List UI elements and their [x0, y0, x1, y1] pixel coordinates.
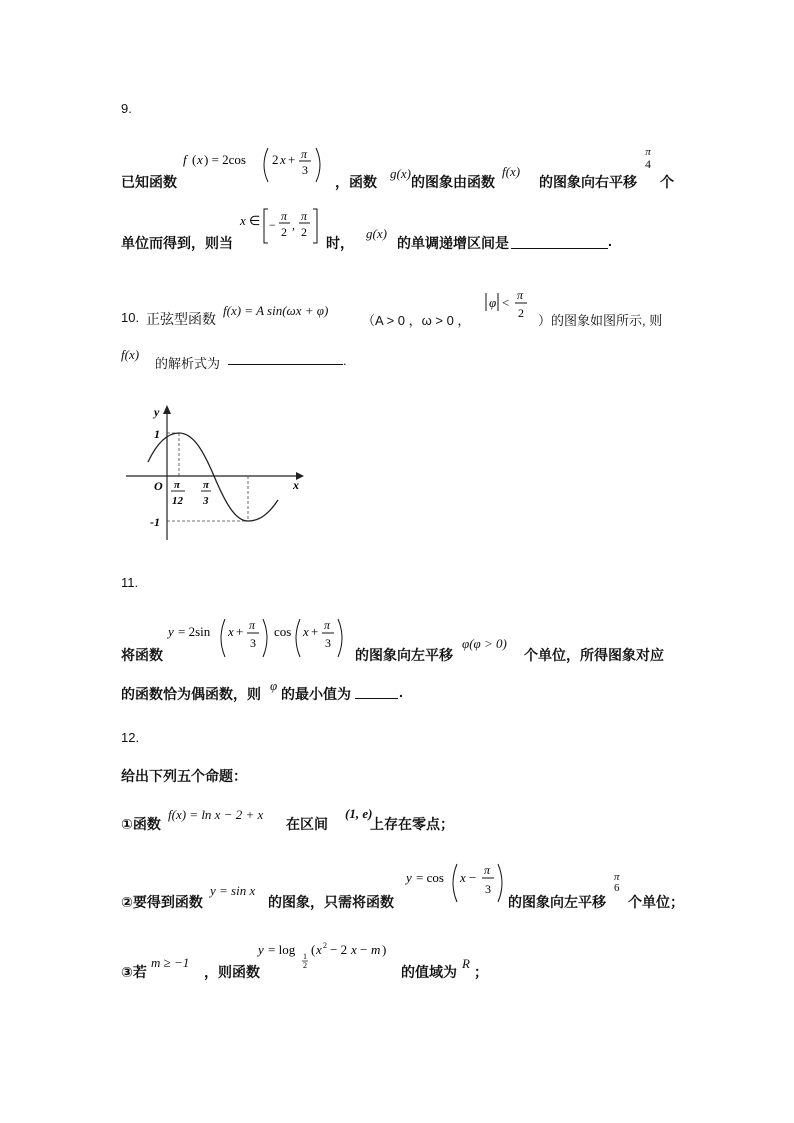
q12-p2-text-e: 个单位；: [628, 894, 684, 910]
q12-p3-formula-log: [256, 936, 400, 972]
svg-text:−: −: [469, 870, 477, 885]
q12-p2-text-a: ②要得到函数: [121, 894, 203, 910]
svg-text:(: (: [192, 152, 197, 167]
q9-line2-text-b: 时，: [326, 235, 354, 251]
svg-text:x: x: [316, 942, 322, 957]
x-tick-pi12-den: 12: [172, 495, 183, 507]
svg-text:3: 3: [250, 636, 256, 650]
q12-p3-text-c: 的值域为: [401, 964, 457, 980]
svg-text:3: 3: [485, 882, 491, 896]
svg-text:= 2sin: = 2sin: [178, 624, 211, 639]
svg-text:y: y: [406, 870, 412, 885]
svg-text:x: x: [460, 870, 466, 885]
q12-p2-text-c: 的图象向左平移: [508, 894, 606, 910]
q9-line2-text-a: 单位而得到，则当: [121, 235, 233, 251]
q12-intro: 给出下列五个命题：: [121, 768, 247, 784]
svg-text:): ): [382, 942, 387, 957]
y-axis-label: y: [154, 405, 160, 419]
svg-text:3: 3: [325, 636, 331, 650]
q9-formula-f: [180, 142, 330, 188]
q12-p3-text-a: ③若: [121, 964, 147, 980]
q10-condition-1: （A > 0 ，ω > 0 ，: [362, 313, 471, 328]
svg-text:(: (: [311, 942, 316, 957]
svg-text:π: π: [249, 618, 256, 632]
q9-line2-end: .: [608, 233, 612, 249]
question-9-number: 9.: [121, 101, 132, 116]
q10-text-a: 正弦型函数: [146, 311, 216, 327]
q10-answer-blank[interactable]: [228, 352, 343, 365]
q12-p2-formula-cos: [404, 858, 508, 906]
q12-p1-text-c: 上存在零点；: [370, 816, 454, 832]
q9-line1-text-c: 的图象由函数: [411, 174, 495, 190]
svg-text:f: f: [183, 152, 187, 167]
q12-p2-formula: y = sin x: [210, 883, 256, 898]
q11-line2-text-a: 的函数恰为偶函数，则: [121, 686, 261, 702]
q9-g-x: g(x): [390, 166, 411, 181]
q12-p3-r: R: [462, 956, 470, 971]
x-axis-label: x: [293, 478, 299, 492]
svg-text:+: +: [236, 624, 244, 639]
q12-p1-interval: (1, e): [345, 806, 373, 821]
svg-text:x: x: [303, 624, 309, 639]
q9-line1-text-e: 个: [660, 174, 674, 190]
q11-text-b: 的图象向左平移: [355, 647, 453, 663]
question-11-number: 11.: [121, 575, 139, 590]
q12-p2-fraction-pi-6: π 6: [614, 871, 620, 894]
q11-line2-text-b: 的最小值为: [281, 686, 351, 702]
svg-text:2: 2: [301, 225, 307, 239]
q12-p3-condition: m ≥ −1: [151, 955, 190, 970]
q9-g-x-2: g(x): [366, 226, 387, 241]
svg-text:y: y: [258, 942, 264, 957]
svg-text:x: x: [280, 152, 286, 167]
q12-p2-text-b: 的图象，只需将函数: [268, 894, 394, 910]
svg-text:m: m: [371, 942, 381, 957]
svg-text:2: 2: [323, 941, 327, 950]
svg-text:− 2: − 2: [330, 942, 348, 957]
svg-text:,: ,: [292, 218, 295, 232]
q9-formula-interval: [238, 203, 328, 249]
svg-text:cos: cos: [274, 624, 292, 639]
svg-text:3: 3: [302, 163, 308, 177]
y-axis-arrow: [163, 405, 171, 414]
svg-text:2: 2: [303, 961, 307, 970]
q12-p1-formula: f(x) = ln x − 2 + x: [168, 807, 264, 822]
q9-answer-blank[interactable]: [511, 236, 608, 249]
svg-text:y: y: [168, 624, 174, 639]
q9-line1-text-a: 已知函数: [121, 174, 177, 190]
x-tick-pi3-num: π: [203, 479, 210, 491]
q10-f-x: f(x): [121, 347, 140, 362]
svg-text:∈: ∈: [249, 213, 261, 228]
svg-text:+: +: [288, 152, 296, 167]
q11-phi-condition: φ(φ > 0): [462, 636, 507, 651]
svg-text:+: +: [311, 624, 319, 639]
question-12-number: 12.: [121, 730, 140, 745]
q10-line2-end: .: [343, 353, 347, 368]
y-tick-1: 1: [154, 427, 160, 441]
svg-text:φ: φ: [489, 295, 497, 310]
svg-text:x: x: [240, 213, 246, 228]
svg-text:) = 2cos: ) = 2cos: [204, 152, 246, 167]
svg-text:π: π: [301, 147, 308, 161]
q12-p3-text-d: ；: [474, 964, 488, 980]
q11-text-c: 个单位，所得图象对应: [524, 647, 664, 663]
q12-p3-text-b: ，则函数: [204, 964, 260, 980]
svg-text:π: π: [517, 288, 524, 302]
svg-text:x: x: [197, 152, 203, 167]
q11-line2-phi: φ: [270, 678, 278, 693]
svg-text:2: 2: [272, 152, 279, 167]
origin-label: O: [154, 479, 163, 493]
q11-line2-end: .: [399, 684, 403, 700]
svg-text:= log: = log: [268, 942, 296, 957]
svg-text:−: −: [360, 942, 368, 957]
svg-text:1: 1: [303, 952, 307, 961]
svg-text:−: −: [269, 218, 276, 232]
svg-text:π: π: [301, 209, 308, 223]
q11-formula: [166, 612, 356, 662]
svg-text:x: x: [228, 624, 234, 639]
q10-text-b: ）的图象如图所示, 则: [538, 313, 663, 328]
x-tick-pi3-den: 3: [203, 495, 209, 507]
q10-line2-text: 的解析式为: [155, 356, 221, 371]
svg-text:<: <: [502, 295, 510, 310]
question-10-number: 10.: [121, 310, 140, 325]
svg-text:π: π: [281, 209, 288, 223]
q9-line1-text-d: 的图象向右平移: [539, 174, 637, 190]
q12-p1-text-b: 在区间: [286, 816, 328, 832]
x-tick-pi12-num: π: [174, 479, 181, 491]
svg-text:π: π: [324, 618, 331, 632]
y-tick-neg-1: -1: [150, 515, 160, 529]
sine-graph: [118, 400, 308, 545]
q11-text-a: 将函数: [121, 647, 163, 663]
svg-text:2: 2: [518, 306, 524, 320]
svg-text:2: 2: [281, 225, 287, 239]
q10-formula-f: f(x) = A sin(ωx + φ): [223, 303, 329, 318]
q11-answer-blank[interactable]: [355, 686, 398, 699]
svg-text:π: π: [484, 863, 491, 877]
q12-p1-text-a: ①函数: [121, 816, 161, 832]
svg-text:x: x: [351, 942, 357, 957]
q10-condition-2: [480, 287, 538, 327]
svg-text:= cos: = cos: [416, 870, 444, 885]
q9-f-x: f(x): [502, 164, 521, 179]
q9-line1-text-b: ，函数: [335, 174, 377, 190]
q9-fraction-pi-4: π 4: [645, 146, 651, 171]
q9-line2-text-c: 的单调递增区间是: [397, 235, 509, 251]
